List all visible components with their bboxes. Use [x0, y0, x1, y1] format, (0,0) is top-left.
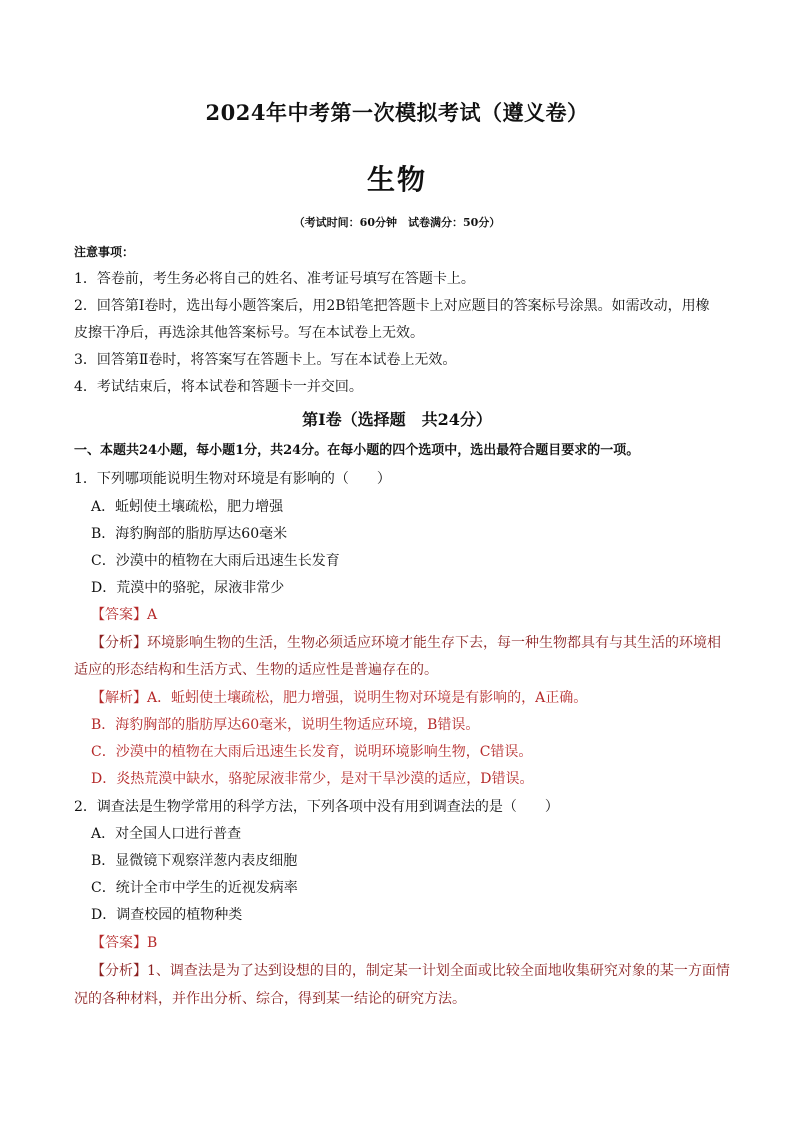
notice-item-4: 4．考试结束后，将本试卷和答题卡一并交回。: [74, 379, 363, 395]
exam-info: （考试时间：60分钟 试卷满分：50分）: [293, 216, 501, 229]
question-1-option-c: C．沙漠中的植物在大雨后迅速生长发育: [91, 553, 340, 569]
question-1-explanation-c: C．沙漠中的植物在大雨后迅速生长发育，说明环境影响生物，C错误。: [91, 744, 533, 760]
question-2-answer: 【答案】B: [91, 935, 158, 951]
question-2-option-d: D．调查校园的植物种类: [91, 907, 243, 923]
question-1-explanation-d: D．炎热荒漠中缺水，骆驼尿液非常少，是对干旱沙漠的适应，D错误。: [91, 771, 534, 787]
subject-title: 生物: [366, 163, 427, 196]
question-1-analysis-line-2: 适应的形态结构和生活方式、生物的适应性是普遍存在的。: [74, 662, 438, 678]
question-1-analysis-line-1: 【分析】环境影响生物的生活，生物必须适应环境才能生存下去，每一种生物都具有与其生活的环境相: [91, 635, 721, 651]
question-2-option-a: A．对全国人口进行普查: [91, 826, 242, 842]
question-2-analysis-line-2: 况的各种材料，并作出分析、综合，得到某一结论的研究方法。: [74, 991, 466, 1007]
notice-item-2-line-2: 皮擦干净后，再选涂其他答案标号。写在本试卷上无效。: [74, 325, 424, 341]
notice-heading: 注意事项：: [74, 245, 135, 259]
notice-item-1: 1．答卷前，考生务必将自己的姓名、准考证号填写在答题卡上。: [74, 271, 475, 287]
question-1-option-b: B．海豹胸部的脂肪厚达60毫米: [91, 526, 288, 542]
question-1-explanation-a: 【解析】A．蚯蚓使土壤疏松，肥力增强，说明生物对环境是有影响的，A正确。: [91, 690, 588, 706]
question-2-stem: 2．调查法是生物学常用的科学方法，下列各项中没有用到调查法的是（ ）: [74, 799, 559, 815]
question-2-option-c: C．统计全市中学生的近视发病率: [91, 880, 298, 896]
exam-title: 2024年中考第一次模拟考试（遵义卷）: [205, 100, 589, 125]
question-2-option-b: B．显微镜下观察洋葱内表皮细胞: [91, 853, 298, 869]
question-1-explanation-b: B．海豹胸部的脂肪厚达60毫米，说明生物适应环境，B错误。: [91, 717, 480, 733]
question-1-answer: 【答案】A: [91, 607, 158, 623]
notice-item-2-line-1: 2．回答第Ⅰ卷时，选出每小题答案后，用2B铅笔把答题卡上对应题目的答案标号涂黑。如需改动，用橡: [74, 298, 710, 314]
question-1-option-d: D．荒漠中的骆驼，尿液非常少: [91, 580, 285, 596]
question-1-stem: 1．下列哪项能说明生物对环境是有影响的（ ）: [74, 471, 391, 487]
notice-item-3: 3．回答第Ⅱ卷时，将答案写在答题卡上。写在本试卷上无效。: [74, 352, 457, 368]
section-instruction: 一、本题共24小题，每小题1分，共24分。在每小题的四个选项中，选出最符合题目要求的一项。: [74, 443, 640, 458]
section-title: 第Ⅰ卷（选择题 共24分）: [302, 410, 492, 429]
question-2-analysis-line-1: 【分析】1、调查法是为了达到设想的目的，制定某一计划全面或比较全面地收集研究对象的某一方面情: [91, 963, 730, 979]
question-1-option-a: A．蚯蚓使土壤疏松，肥力增强: [91, 499, 284, 515]
